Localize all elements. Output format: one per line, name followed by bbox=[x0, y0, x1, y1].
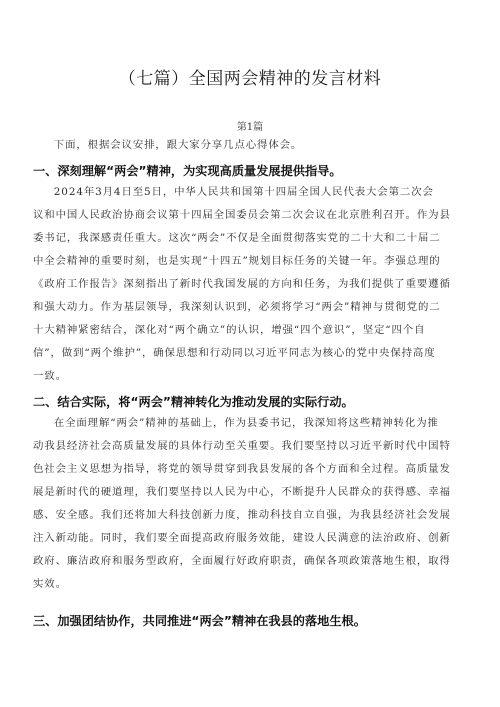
paragraph-line: 一致。 bbox=[33, 370, 67, 382]
paragraph-line: 动我县经济社会高质量发展的具体行动至关重要。我们要坚持以习近平新时代中国特 bbox=[33, 440, 451, 452]
paragraph-line: 展是新时代的硬道理，我们要坚持以人民为中心，不断提升人民群众的获得感、幸福 bbox=[33, 486, 451, 498]
paragraph-line: 中全会精神的重要时刻，也是实现“十四五”规划目标任务的关键一年。李强总理的 bbox=[33, 255, 441, 267]
section-2-heading: 二、结合实际，将“两会”精神转化为推动发展的实际行动。 bbox=[33, 395, 354, 409]
paragraph-line: 委书记，我深感责任重大。这次“两会”不仅是全面贯彻落实党的二十大和二十届二 bbox=[33, 232, 441, 244]
paragraph-line: 政府、廉洁政府和服务型政府，全面履行好政府职责，确保各项政策落地生根，取得 bbox=[33, 555, 451, 567]
paragraph-line: 注入新动能。同时，我们要全面提高政府服务效能，建设人民满意的法治政府、创新 bbox=[33, 532, 451, 544]
intro-paragraph: 下面，根据会议安排，跟大家分享几点心得体会。 bbox=[53, 139, 303, 151]
section-1-paragraph bbox=[33, 181, 471, 388]
paragraph-line: 在全面理解“两会”精神的基础上，作为县委书记，我深知将这些精神转化为推 bbox=[53, 417, 439, 429]
document-title: （七篇）全国两会精神的发言材料 bbox=[118, 69, 382, 89]
paragraph-line: 十大精神紧密结合，深化对“两个确立”的认识，增强“四个意识”，坚定“四个自 bbox=[33, 324, 426, 336]
paragraph-line: 2024年3月4日至5日，中华人民共和国第十四届全国人民代表大会第二次会 bbox=[53, 186, 434, 198]
paragraph-line: 和强大动力。作为基层领导，我深刻认识到，必须将学习“两会”精神与贯彻党的二 bbox=[33, 301, 441, 313]
article-number: 第1篇 bbox=[236, 122, 264, 133]
paragraph-line: 色社会主义思想为指导，将党的领导贯穿到我县发展的各个方面和全过程。高质量发 bbox=[33, 463, 451, 475]
section-1-heading: 一、深刻理解“两会”精神，为实现高质量发展提供指导。 bbox=[33, 164, 342, 178]
paragraph-line: 议和中国人民政治协商会议第十四届全国委员会第二次会议在北京胜利召开。作为县 bbox=[33, 209, 451, 221]
paragraph-line: 感、安全感。我们还将加大科技创新力度，推动科技自立自强，为我县经济社会发展 bbox=[33, 509, 451, 521]
paragraph-line: 信”，做到“两个维护”，确保思想和行动同以习近平同志为核心的党中央保持高度 bbox=[33, 347, 436, 359]
paragraph-line: 实效。 bbox=[33, 578, 67, 590]
section-2-paragraph bbox=[33, 412, 471, 596]
paragraph-line: 《政府工作报告》深刻指出了新时代我国发展的方向和任务，为我们提供了重要遵循 bbox=[33, 278, 451, 290]
section-3-heading: 三、加强团结协作，共同推进“两会”精神在我县的落地生根。 bbox=[33, 614, 366, 628]
